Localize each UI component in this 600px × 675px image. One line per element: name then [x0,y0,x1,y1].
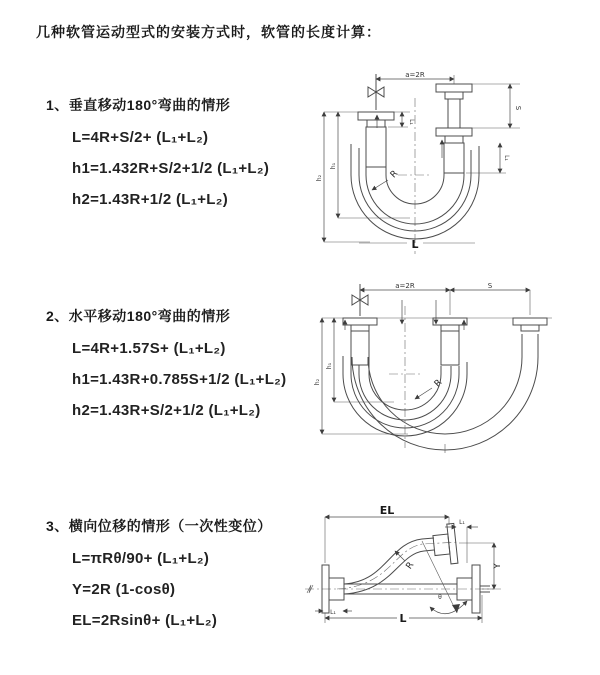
dim-a2r [376,71,454,84]
pipe-1-braid [351,331,369,365]
formula-l: L=πRθ/90+ (L₁+L₂) [72,550,210,567]
dim-a2r-label: a=2R [395,282,415,290]
dim-l-label: L [399,612,407,625]
left-braid-section [366,127,386,167]
dim-s [472,84,522,128]
dim-y [459,543,503,589]
radius-annotation [415,378,444,399]
dim-h1 [330,112,410,218]
angle-annotation [422,541,467,614]
section-2-heading: 2、水平移动180°弯曲的情形 [46,308,231,324]
section-3-heading: 3、横向位移的情形（一次性变位） [46,518,272,534]
dim-s-label: S [514,105,522,111]
pipe-1-flange [343,318,377,331]
diagram-horizontal-u-bend [312,282,594,454]
radius-label: R [404,560,417,572]
angle-label: θ [438,594,442,601]
valve-icon [368,74,384,110]
dim-h2 [316,112,370,242]
dim-l1-right [466,143,510,173]
section-3 [46,516,326,629]
diagram-lateral-displacement [297,503,597,661]
section-1-heading: 1、垂直移动180°弯曲的情形 [46,97,231,113]
formula-y: Y=2R (1-cosθ) [72,581,176,598]
dim-y-label: Y [493,563,503,569]
dim-l1-left-label: L₁ [408,119,415,125]
right-braid-section [444,143,464,173]
pipe-2-braid [441,331,459,365]
radius-label: R [388,168,401,181]
dim-a2r-label: a=2R [405,71,425,79]
section-1 [46,95,326,208]
dim-l1-right-label: L₁ [503,155,510,161]
dim-h1-label: h₁ [330,162,337,170]
dim-h2-label: h₂ [314,378,321,386]
right-flange-upper [436,84,472,99]
valve-icon [352,284,368,316]
formula-h2: h2=1.43R+S/2+1/2 (L₁+L₂) [72,402,261,419]
formula-l: L=4R+1.57S+ (L₁+L₂) [72,340,226,357]
top-flange [432,523,458,565]
dim-l1-top-label: L₁ [459,519,465,526]
formula-h1: h1=1.43R+0.785S+1/2 (L₁+L₂) [72,371,287,388]
pipe-2-flange [433,318,467,331]
formula-h2: h2=1.43R+1/2 (L₁+L₂) [72,191,229,208]
dim-h2-label: h₂ [316,174,323,182]
dim-l-label: L [411,238,419,251]
dim-s [450,282,530,315]
pipe-3-flange [513,318,547,331]
hose-u-right [352,334,538,450]
formula-el: EL=2Rsinθ+ (L₁+L₂) [72,612,218,629]
radius-annotation [395,551,416,571]
section-2 [46,306,326,419]
page-title: 几种软管运动型式的安装方式时，软管的长度计算： [36,24,381,40]
dim-s-label: S [487,282,493,290]
formula-h1: h1=1.432R+S/2+1/2 (L₁+L₂) [72,160,270,177]
dim-h2 [314,318,408,434]
left-flange [358,112,394,127]
radius-label: R [432,377,445,390]
dim-l1-bottom [315,609,352,616]
formula-l: L=4R+S/2+ (L₁+L₂) [72,129,209,146]
dim-el-label: EL [379,504,395,517]
diagram-vertical-u-bend [314,70,586,260]
dim-l1-bottom-label: L₁ [330,609,336,616]
dim-h1-label: h₁ [326,362,333,370]
dim-el [325,504,449,563]
dim-l [359,238,475,251]
right-flange-lower [436,128,472,143]
hose-s-curve [337,538,459,594]
